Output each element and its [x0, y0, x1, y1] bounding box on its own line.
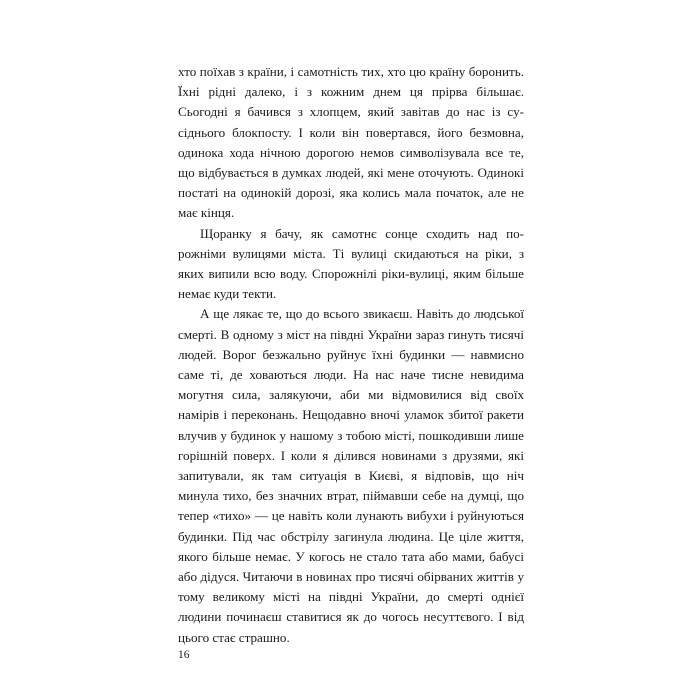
- paragraph-1: хто поїхав з країни, і самотність тих, хто цю країну боронить. Їхні рідні далеко, і з кожним днем ця прірва більшає. Сьогодні я бачився з хлопцем, який завітав до нас із сусіднього блокпосту. І коли він повертався, його безмовна, одинока хода нічною дорогою немов символізувала все те, що відбувається в думках людей, які мене оточують. Одинокі постаті на одинокій дорозі, яка колись мала початок, але не має кінця.: [178, 64, 524, 221]
- body-text-column: [178, 62, 524, 648]
- paragraph-2: Щоранку я бачу, як самотнє сонце сходить над порожніми вулицями міста. Ті вулиці скидаються на ріки, з яких випили всю воду. Спорожнілі ріки-вулиці, яким більше немає куди текти.: [178, 225, 524, 302]
- paragraph-3: А ще лякає те, що до всього звикаєш. Навіть до людської смерті. В одному з міст на півдні України зараз гинуть тисячі людей. Ворог безжально руйнує їхні будинки — навмисно саме ті, де ховаються люди. На нас наче тисне невидима могутня сила, залякуючи, аби ми відмовилися від своїх намірів і переконань. Нещодавно вночі уламок збитої ракети влучив у будинок у нашому з тобою місті, пошкодивши лише горішній поверх. І коли я ділився новинами з друзями, які запитували, як там ситуація в Києві, я відповів, що ніч минула тихо, без значних втрат, піймавши себе на думці, що тепер «тихо» — це навіть коли лунають вибухи і руйнуються будинки. Під час обстрілу загинула людина. Це ціле життя, якого більше немає. У когось не стало тата або мами, бабусі або дідуся. Читаючи в новинах про тисячі обірваних життів у тому великому місті на півдні України, до смерті однієї людини починаєш ставитися як до чогось несуттєвого. І від цього стає страшно.: [178, 306, 524, 645]
- page-number: 16: [178, 649, 190, 661]
